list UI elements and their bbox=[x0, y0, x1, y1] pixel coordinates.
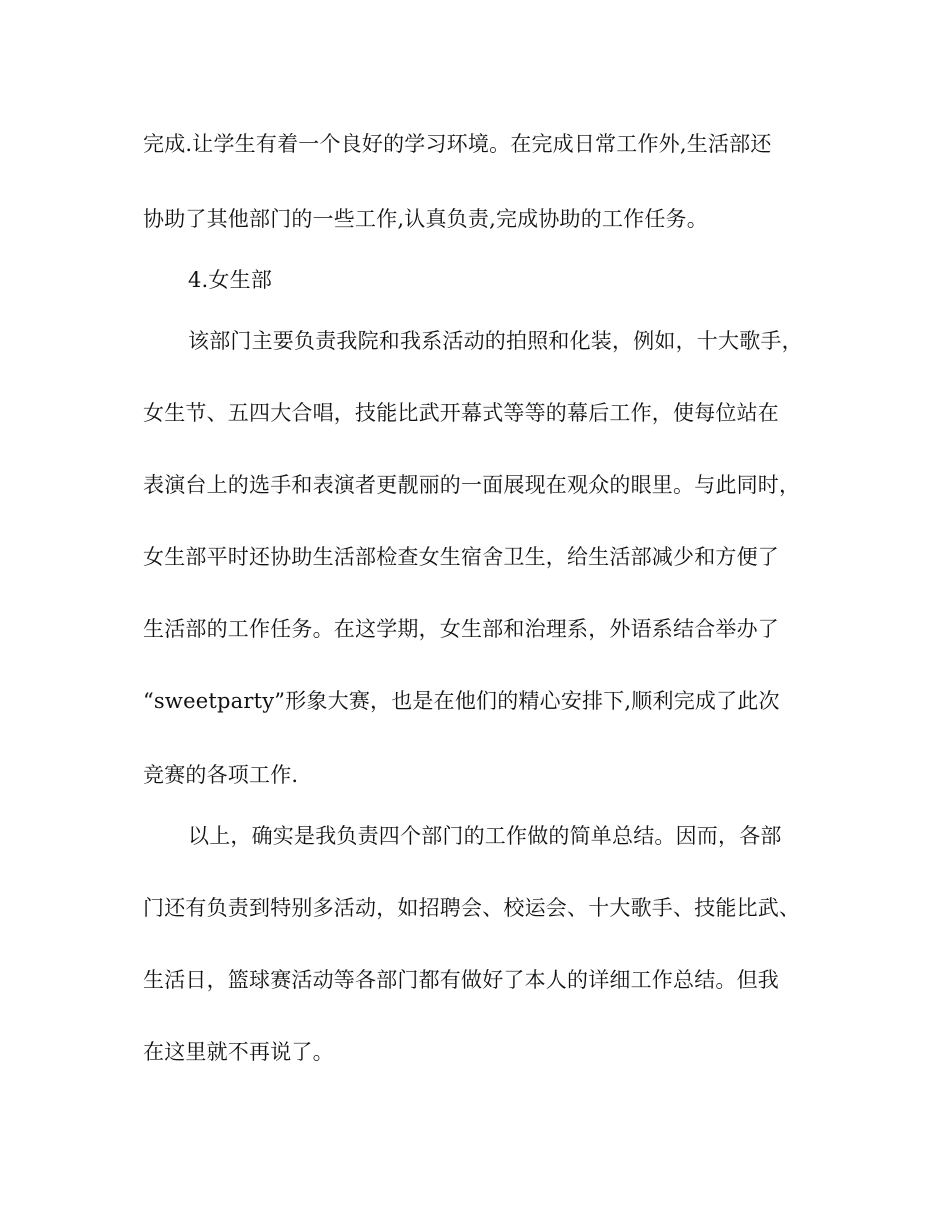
text-line: 门还有负责到特别多活动，如招聘会、校运会、十大歌手、技能比武、 bbox=[143, 896, 801, 920]
section-heading: 4.女生部 bbox=[188, 268, 273, 292]
paragraph-first-line: 以上，确实是我负责四个部门的工作做的简单总结。因而，各部 bbox=[188, 824, 782, 848]
text-line: 在这里就不再说了。 bbox=[143, 1040, 334, 1064]
text-line: “sweetparty”形象大赛，也是在他们的精心安排下,顺利完成了此次 bbox=[143, 689, 780, 713]
text-line: 完成.让学生有着一个良好的学习环境。在完成日常工作外,生活部还 bbox=[143, 132, 772, 156]
text-line: 竞赛的各项工作. bbox=[143, 763, 299, 787]
text-line: 协助了其他部门的一些工作,认真负责,完成协助的工作任务。 bbox=[143, 207, 708, 231]
text-line: 生活日，篮球赛活动等各部门都有做好了本人的详细工作总结。但我 bbox=[143, 968, 779, 992]
text-line: 女生部平时还协助生活部检查女生宿舍卫生，给生活部减少和方便了 bbox=[143, 545, 779, 569]
text-line: 生活部的工作任务。在这学期，女生部和治理系，外语系结合举办了 bbox=[143, 617, 779, 641]
text-line: 女生节、五四大合唱，技能比武开幕式等等的幕后工作，使每位站在 bbox=[143, 401, 779, 425]
paragraph-first-line: 该部门主要负责我院和我系活动的拍照和化装，例如，十大歌手， bbox=[188, 329, 803, 353]
text-line: 表演台上的选手和表演者更靓丽的一面展现在观众的眼里。与此同时， bbox=[143, 473, 801, 497]
